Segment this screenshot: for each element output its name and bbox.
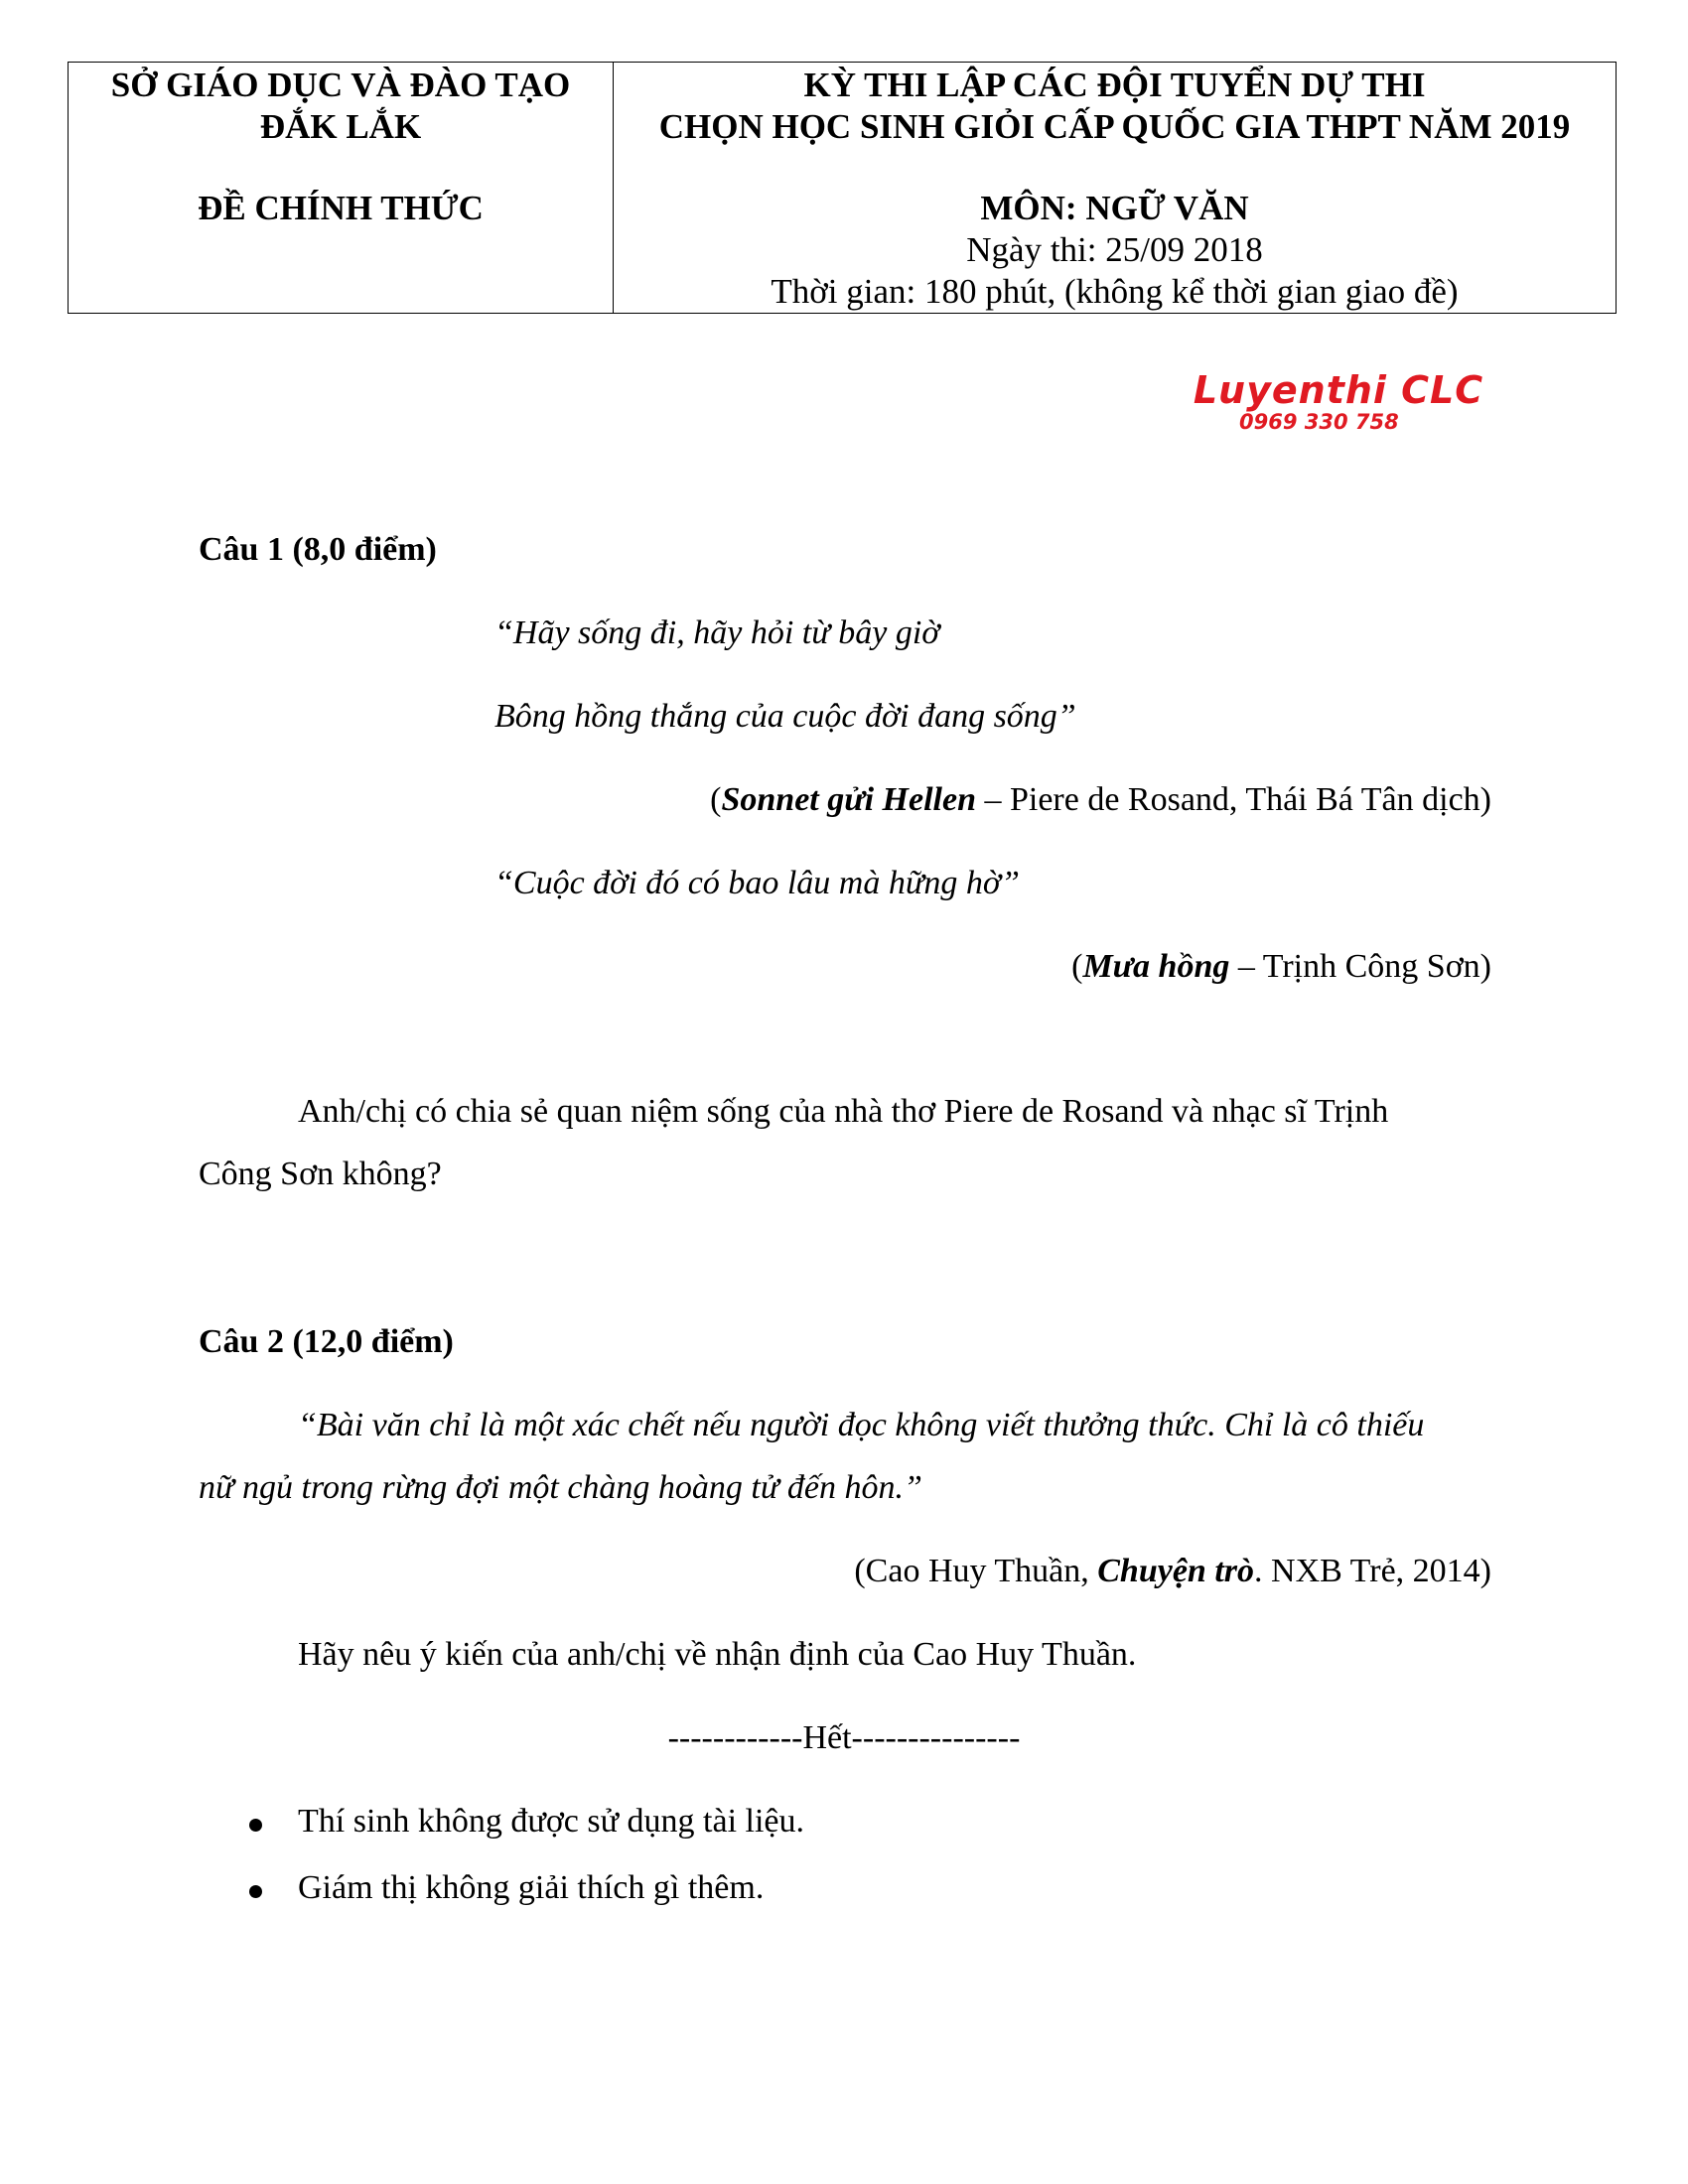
watermark-logo <box>1180 369 1497 439</box>
exam-duration: Thời gian: 180 phút, (không kể thời gian giao đề) <box>771 272 1459 311</box>
bullet-icon <box>249 1885 262 1898</box>
question2-quote-line1: “Bài văn chỉ là một xác chết nếu người đọc không viết thưởng thức. Chỉ là cô thiếu <box>298 1407 1425 1443</box>
source2-rest: – Trịnh Công Sơn) <box>1229 948 1491 985</box>
question1-prompt-line2: Công Sơn không? <box>199 1156 442 1192</box>
q2-source-work: Chuyện trò <box>1097 1553 1255 1589</box>
question1-source1 <box>710 780 1491 820</box>
exam-title-line2: CHỌN HỌC SINH GIỎI CẤP QUỐC GIA THPT NĂM 2019 <box>658 107 1571 146</box>
question1-source2 <box>1071 947 1491 987</box>
source1-work: Sonnet gửi Hellen <box>721 781 976 818</box>
source2-open: ( <box>1071 948 1083 985</box>
department-name: SỞ GIÁO DỤC VÀ ĐÀO TẠO <box>110 66 571 104</box>
question1-quote2: “Cuộc đời đó có bao lâu mà hững hờ” <box>494 865 1020 901</box>
note-item: Giám thị không giải thích gì thêm. <box>298 1869 765 1906</box>
question1-quote1-line2: Bông hồng thắng của cuộc đời đang sống” <box>494 698 1076 735</box>
header-right-cell <box>614 63 1617 314</box>
q2-source-open: (Cao Huy Thuần, <box>854 1553 1098 1589</box>
source2-work: Mưa hồng <box>1082 948 1230 985</box>
question2-prompt: Hãy nêu ý kiến của anh/chị về nhận định của Cao Huy Thuần. <box>298 1636 1137 1673</box>
province-name: ĐẮK LẮK <box>259 107 422 146</box>
question1-title: Câu 1 (8,0 điểm) <box>199 531 437 568</box>
question2-quote-line2: nữ ngủ trong rừng đợi một chàng hoàng tử đến hôn.” <box>199 1469 922 1506</box>
exam-title-line1: KỲ THI LẬP CÁC ĐỘI TUYỂN DỰ THI <box>803 66 1426 104</box>
bullet-icon <box>249 1819 262 1832</box>
exam-date: Ngày thi: 25/09 2018 <box>966 230 1263 269</box>
source1-rest: – Piere de Rosand, Thái Bá Tân dịch) <box>975 781 1491 818</box>
official-exam-label: ĐỀ CHÍNH THỨC <box>198 189 484 227</box>
header-table <box>68 62 1617 314</box>
question1-quote1-line1: “Hãy sống đi, hãy hỏi từ bây giờ <box>494 614 940 651</box>
subject-label: MÔN: NGỮ VĂN <box>980 189 1249 227</box>
header-left-cell <box>69 63 614 314</box>
end-marker: ------------Hết--------------- <box>667 1719 1021 1756</box>
source1-open: ( <box>710 781 722 818</box>
question2-source <box>854 1552 1491 1591</box>
q2-source-rest: . NXB Trẻ, 2014) <box>1254 1553 1491 1589</box>
question2-title: Câu 2 (12,0 điểm) <box>199 1323 454 1360</box>
watermark-title: Luyenthi CLC <box>1193 368 1484 412</box>
note-item: Thí sinh không được sử dụng tài liệu. <box>298 1803 805 1840</box>
question1-prompt-line1: Anh/chị có chia sẻ quan niệm sống của nhà thơ Piere de Rosand và nhạc sĩ Trịnh <box>298 1093 1389 1130</box>
watermark-phone: 0969 330 758 <box>1239 410 1399 434</box>
